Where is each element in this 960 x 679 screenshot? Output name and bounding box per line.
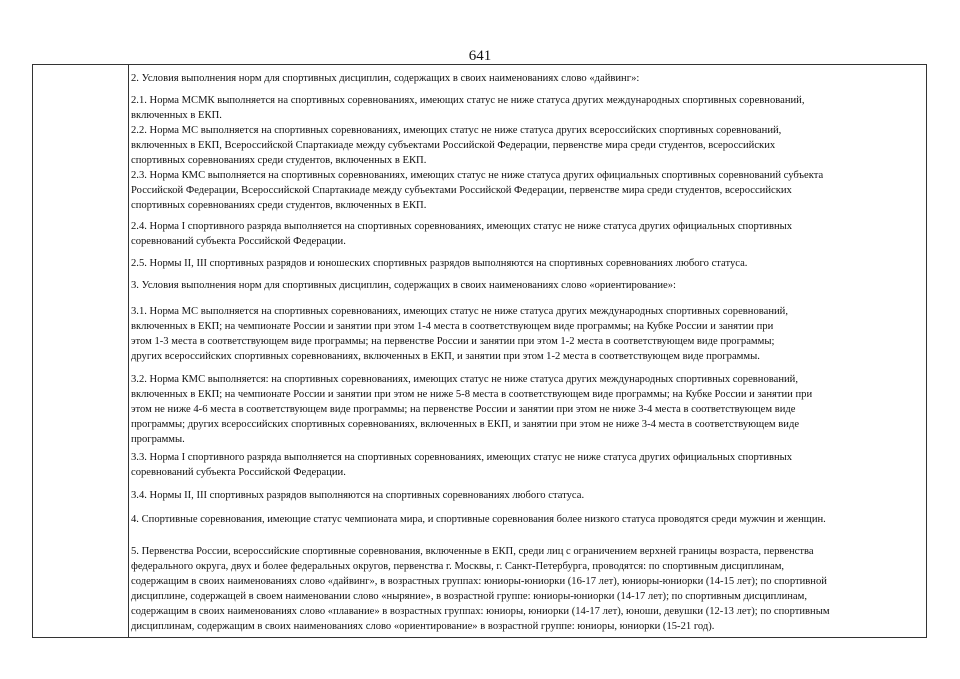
paragraph-line: 2. Условия выполнения норм для спортивных дисциплин, содержащих в своих наименованиях слово «дайвинг»: xyxy=(131,73,640,84)
paragraph-p4 xyxy=(131,512,826,527)
paragraph-line: этом не ниже 4-6 места в соответствующем виде программы; на первенстве России и занятии при этом не ниже 3-4 места в соответствующем виде xyxy=(131,404,796,415)
paragraph-line: соревнований субъекта Российской Федерации. xyxy=(131,236,346,247)
paragraph-line: 2.4. Норма I спортивного разряда выполняется на спортивных соревнованиях, имеющих статус не ниже статуса других официальных спортивных xyxy=(131,221,793,232)
paragraph-line: спортивных соревнованиях среди студентов, включенных в ЕКП. xyxy=(131,155,427,166)
paragraph-line: 2.1. Норма МСМК выполняется на спортивных соревнованиях, имеющих статус не ниже статуса других международных спортивных соревнований, xyxy=(131,95,805,106)
paragraph-line: 5. Первенства России, всероссийские спортивные соревнования, включенные в ЕКП, среди лиц с ограничением верхней границы возраста, первенства xyxy=(131,546,814,557)
paragraph-line: содержащим в своих наименованиях слово «плавание» в возрастных группах: юниоры, юниорки (14-17 лет), юноши, девушки (12-13 лет); по спортивным xyxy=(131,606,830,617)
paragraph-p3-4 xyxy=(131,488,584,503)
paragraph-line: включенных в ЕКП; на чемпионате России и занятии при этом 1-4 места в соответствующем виде программы; на Кубке России и занятии при xyxy=(131,321,774,332)
paragraph-line: 3.4. Нормы II, III спортивных разрядов выполняются на спортивных соревнованиях любого статуса. xyxy=(131,490,585,501)
paragraph-line: 2.3. Норма КМС выполняется на спортивных соревнованиях, имеющих статус не ниже статуса других официальных спортивных соревнований субъекта xyxy=(131,170,824,181)
paragraph-p2-2 xyxy=(131,123,781,168)
paragraph-line: 2.2. Норма МС выполняется на спортивных соревнованиях, имеющих статус не ниже статуса других всероссийских спортивных соревнований, xyxy=(131,125,782,136)
paragraph-line: 3. Условия выполнения норм для спортивных дисциплин, содержащих в своих наименованиях слово «ориентирование»: xyxy=(131,280,676,291)
paragraph-line: программы. xyxy=(131,434,185,445)
paragraph-line: других всероссийских спортивных соревнованиях, включенных в ЕКП, и занятии при этом 1-2 места в соответствующем виде программы. xyxy=(131,351,760,362)
paragraph-line: 2.5. Нормы II, III спортивных разрядов и юношеских спортивных разрядов выполняются на спортивных соревнованиях любого статуса. xyxy=(131,258,748,269)
paragraph-line: федерального округа, двух и более федеральных округов, первенства г. Москвы, г. Санкт-Петербурга, проводятся: по спортивным дисциплинам, xyxy=(131,561,785,572)
paragraph-line: 4. Спортивные соревнования, имеющие статус чемпионата мира, и спортивные соревнования более низкого статуса проводятся среди мужчин и женщин. xyxy=(131,514,826,525)
paragraph-p5 xyxy=(131,544,830,634)
paragraph-p3 xyxy=(131,278,676,293)
paragraph-line: 3.1. Норма МС выполняется на спортивных соревнованиях, имеющих статус не ниже статуса других международных спортивных соревнований, xyxy=(131,306,788,317)
paragraph-line: Российской Федерации, Всероссийской Спартакиаде между субъектами Российской Федерации, первенстве мира среди студентов, всероссийских xyxy=(131,185,792,196)
paragraph-p3-1 xyxy=(131,304,788,364)
paragraph-line: включенных в ЕКП, Всероссийской Спартакиаде между субъектами Российской Федерации, первенстве мира среди студентов, всероссийских xyxy=(131,140,776,151)
page-number: 641 xyxy=(468,48,492,64)
paragraph-line: 3.3. Норма I спортивного разряда выполняется на спортивных соревнованиях, имеющих статус не ниже статуса других официальных спортивных xyxy=(131,452,793,463)
paragraph-line: соревнований субъекта Российской Федерации. xyxy=(131,467,346,478)
paragraph-p2 xyxy=(131,71,639,86)
paragraph-line: этом 1-3 места в соответствующем виде программы; на первенстве России и занятии при этом 1-2 места в соответствующем виде программы; xyxy=(131,336,775,347)
paragraph-line: дисциплине, содержащей в своем наименовании слово «ныряние», в возрастной группе: юниоры-юниорки (14-17 лет); по спортивным дисциплинам, xyxy=(131,591,807,602)
paragraph-p2-3 xyxy=(131,168,823,213)
paragraph-line: 3.2. Норма КМС выполняется: на спортивных соревнованиях, имеющих статус не ниже статуса других международных спортивных соревнований, xyxy=(131,374,798,385)
paragraph-line: включенных в ЕКП. xyxy=(131,110,222,121)
paragraph-line: включенных в ЕКП; на чемпионате России и занятии при этом не ниже 5-8 места в соответствующем виде программы; на Кубке России и занятии при xyxy=(131,389,813,400)
paragraph-p3-3 xyxy=(131,450,792,480)
column-divider xyxy=(128,65,129,637)
paragraph-p2-5 xyxy=(131,256,747,271)
paragraph-line: спортивных соревнованиях среди студентов, включенных в ЕКП. xyxy=(131,200,427,211)
paragraph-line: содержащим в своих наименованиях слово «дайвинг», в возрастных группах: юниоры-юниорки (16-17 лет), юниоры-юниорки (14-15 лет); по спортивной xyxy=(131,576,827,587)
paragraph-p3-2 xyxy=(131,372,812,447)
paragraph-line: дисциплинам, содержащим в своих наименованиях слово «ориентирование» в возрастной группе: юниоры, юниорки (15-21 год). xyxy=(131,621,715,632)
paragraph-p2-1 xyxy=(131,93,804,123)
paragraph-line: программы; других всероссийских спортивных соревнованиях, включенных в ЕКП, и занятии при этом не ниже 3-4 места в соответствующем виде xyxy=(131,419,800,430)
paragraph-p2-4 xyxy=(131,219,792,249)
